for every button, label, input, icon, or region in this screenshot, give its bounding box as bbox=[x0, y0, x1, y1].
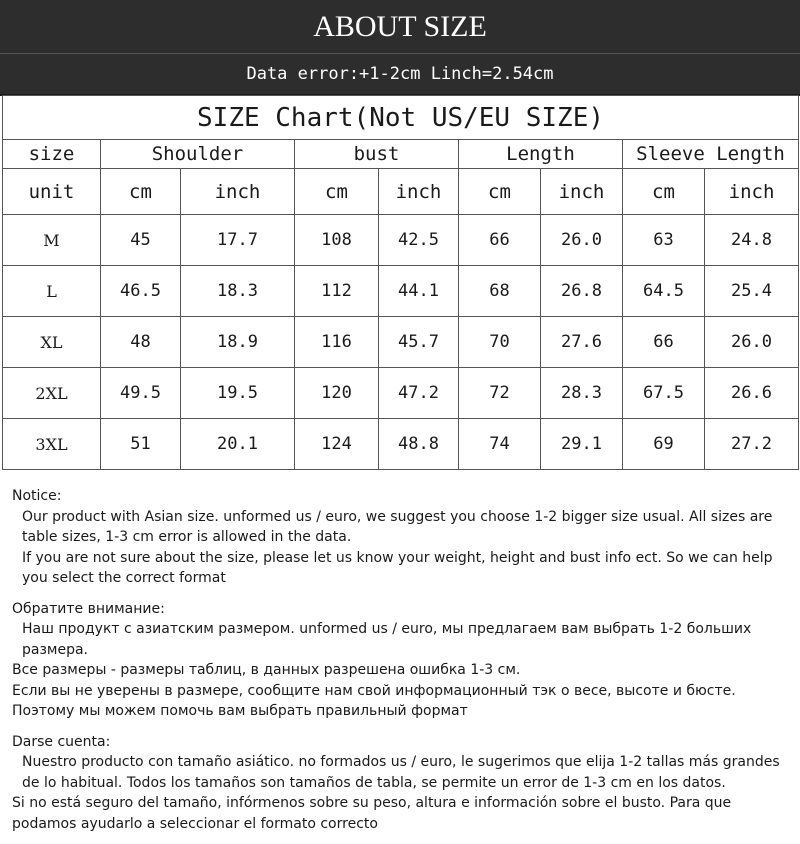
size-label-cell: M bbox=[3, 215, 101, 266]
notice-english bbox=[12, 486, 792, 589]
notice-text: Наш продукт с азиатским размером. unformed us / euro, мы предлагаем вам выбрать 1-2 больших размера. bbox=[22, 621, 752, 658]
unit-cell: cm bbox=[459, 169, 541, 215]
table-cell: 27.2 bbox=[705, 419, 799, 470]
table-cell: 25.4 bbox=[705, 266, 799, 317]
bust-header: bust bbox=[295, 140, 459, 169]
table-cell: 26.0 bbox=[705, 317, 799, 368]
table-cell: 112 bbox=[295, 266, 379, 317]
notice-heading: Обратите внимание: bbox=[12, 600, 165, 617]
table-cell: 45 bbox=[101, 215, 181, 266]
table-cell: 19.5 bbox=[181, 368, 295, 419]
notice-text: Si no está seguro del tamaño, infórmenos sobre su peso, altura e información sobre el busto. Para que podamos ayudarlo a seleccionar el formato correcto bbox=[12, 795, 732, 832]
size-label-cell: 3XL bbox=[3, 419, 101, 470]
table-cell: 18.9 bbox=[181, 317, 295, 368]
table-cell: 46.5 bbox=[101, 266, 181, 317]
size-label-cell: 2XL bbox=[3, 368, 101, 419]
table-row bbox=[3, 317, 799, 368]
size-table bbox=[2, 95, 799, 470]
unit-cell: cm bbox=[295, 169, 379, 215]
table-cell: 120 bbox=[295, 368, 379, 419]
table-cell: 20.1 bbox=[181, 419, 295, 470]
table-cell: 67.5 bbox=[623, 368, 705, 419]
table-cell: 29.1 bbox=[541, 419, 623, 470]
chart-title: SIZE Chart(Not US/EU SIZE) bbox=[3, 96, 799, 140]
unit-cell: cm bbox=[623, 169, 705, 215]
table-row bbox=[3, 266, 799, 317]
table-cell: 17.7 bbox=[181, 215, 295, 266]
table-cell: 124 bbox=[295, 419, 379, 470]
notice-section bbox=[12, 484, 792, 844]
table-cell: 24.8 bbox=[705, 215, 799, 266]
table-cell: 72 bbox=[459, 368, 541, 419]
unit-cell: inch bbox=[705, 169, 799, 215]
table-cell: 44.1 bbox=[379, 266, 459, 317]
table-cell: 108 bbox=[295, 215, 379, 266]
table-cell: 47.2 bbox=[379, 368, 459, 419]
table-row bbox=[3, 215, 799, 266]
unit-cell: inch bbox=[181, 169, 295, 215]
unit-header: unit bbox=[3, 169, 101, 215]
table-cell: 18.3 bbox=[181, 266, 295, 317]
table-cell: 26.6 bbox=[705, 368, 799, 419]
table-cell: 26.8 bbox=[541, 266, 623, 317]
shoulder-header: Shoulder bbox=[101, 140, 295, 169]
table-cell: 27.6 bbox=[541, 317, 623, 368]
table-cell: 116 bbox=[295, 317, 379, 368]
table-cell: 45.7 bbox=[379, 317, 459, 368]
table-cell: 66 bbox=[623, 317, 705, 368]
unit-cell: inch bbox=[379, 169, 459, 215]
table-row bbox=[3, 368, 799, 419]
table-cell: 26.0 bbox=[541, 215, 623, 266]
banner-subtitle: Data error:+1-2cm Linch=2.54cm bbox=[0, 54, 800, 96]
about-size-banner bbox=[0, 0, 800, 96]
table-cell: 69 bbox=[623, 419, 705, 470]
notice-text: If you are not sure about the size, please let us know your weight, height and bust info ect. So we can help you select the correct format bbox=[22, 549, 773, 586]
size-chart bbox=[2, 95, 798, 470]
notice-text: Our product with Asian size. unformed us / euro, we suggest you choose 1-2 bigger size usual. All sizes are table sizes, 1-3 cm error is allowed in the data. bbox=[22, 508, 773, 545]
notice-text: Nuestro producto con tamaño asiático. no formados us / euro, le sugerimos que elija 1-2 tallas más grandes de lo habitual. Todos los tamaños son tamaños de tabla, se permite un error de 1-3 cm en los datos. bbox=[22, 754, 780, 791]
size-label-cell: L bbox=[3, 266, 101, 317]
unit-cell: inch bbox=[541, 169, 623, 215]
notice-spanish bbox=[12, 732, 792, 835]
unit-cell: cm bbox=[101, 169, 181, 215]
table-cell: 63 bbox=[623, 215, 705, 266]
table-cell: 70 bbox=[459, 317, 541, 368]
notice-text: Если вы не уверены в размере, сообщите нам свой информационный тэк о весе, высоте и бюсте. Поэтому мы можем помочь вам выбрать правильный формат bbox=[12, 682, 736, 719]
size-label-cell: XL bbox=[3, 317, 101, 368]
table-cell: 64.5 bbox=[623, 266, 705, 317]
notice-heading: Darse cuenta: bbox=[12, 733, 111, 750]
table-cell: 28.3 bbox=[541, 368, 623, 419]
banner-title: ABOUT SIZE bbox=[0, 0, 800, 54]
notice-heading: Notice: bbox=[12, 488, 62, 504]
table-cell: 66 bbox=[459, 215, 541, 266]
table-cell: 74 bbox=[459, 419, 541, 470]
notice-russian bbox=[12, 599, 792, 722]
size-header: size bbox=[3, 140, 101, 169]
length-header: Length bbox=[459, 140, 623, 169]
table-cell: 51 bbox=[101, 419, 181, 470]
sleeve-length-header: Sleeve Length bbox=[623, 140, 799, 169]
table-row bbox=[3, 419, 799, 470]
notice-text: Все размеры - размеры таблиц, в данных разрешена ошибка 1-3 см. bbox=[12, 662, 521, 678]
table-cell: 42.5 bbox=[379, 215, 459, 266]
table-cell: 68 bbox=[459, 266, 541, 317]
table-cell: 48.8 bbox=[379, 419, 459, 470]
table-cell: 48 bbox=[101, 317, 181, 368]
table-cell: 49.5 bbox=[101, 368, 181, 419]
